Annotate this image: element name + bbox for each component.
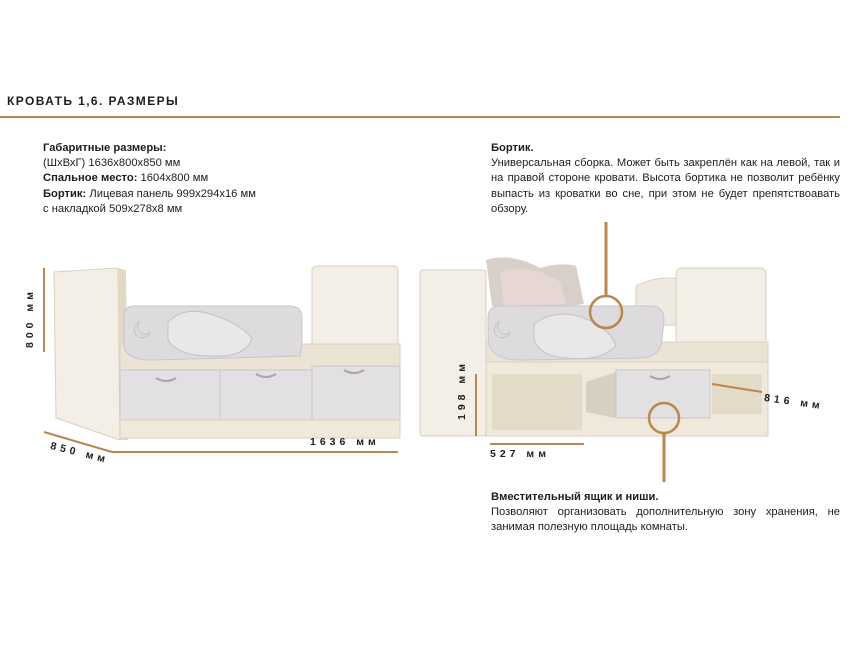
depth-dimension-label: 850 мм — [49, 440, 111, 467]
drawer-text: Позволяют организовать дополнительную зону хранения, не занимая полезную площадь комнаты. — [491, 506, 840, 534]
bort-value: Лицевая панель 999x294x16 мм — [86, 187, 256, 200]
bortik-text: Универсальная сборка. Может быть закреплён как на левой, так и на правой стороне кровати. Высота бортика не позволит ребёнку выпасть из кроватки во сне, при этом не будет препятствоавать обзору. — [491, 157, 840, 215]
bortik-heading: Бортик. — [491, 142, 534, 154]
height-dimension-label: 800 мм — [24, 288, 36, 348]
sleep-value: 1604x800 мм — [137, 172, 209, 185]
drawer-depth-label: 816 мм — [763, 392, 825, 413]
niche-width-label: 527 мм — [490, 448, 550, 460]
overall-value: (ШхВхГ) 1636x800x850 мм — [43, 157, 181, 170]
left-bed-illustration — [44, 266, 400, 452]
niche-height-label: 198 мм — [456, 360, 468, 420]
page-title: КРОВАТЬ 1,6. РАЗМЕРЫ — [7, 94, 180, 108]
sleep-label: Спальное место: — [43, 172, 138, 185]
width-dimension-label: 1636 мм — [310, 436, 380, 448]
bort-value-2: с накладкой 509x278x8 мм — [43, 202, 183, 215]
right-bed-illustration — [420, 222, 768, 482]
overall-label: Габаритные размеры: — [43, 142, 167, 154]
drawer-heading: Вместительный ящик и ниши. — [491, 491, 659, 503]
bort-label: Бортик: — [43, 187, 87, 200]
